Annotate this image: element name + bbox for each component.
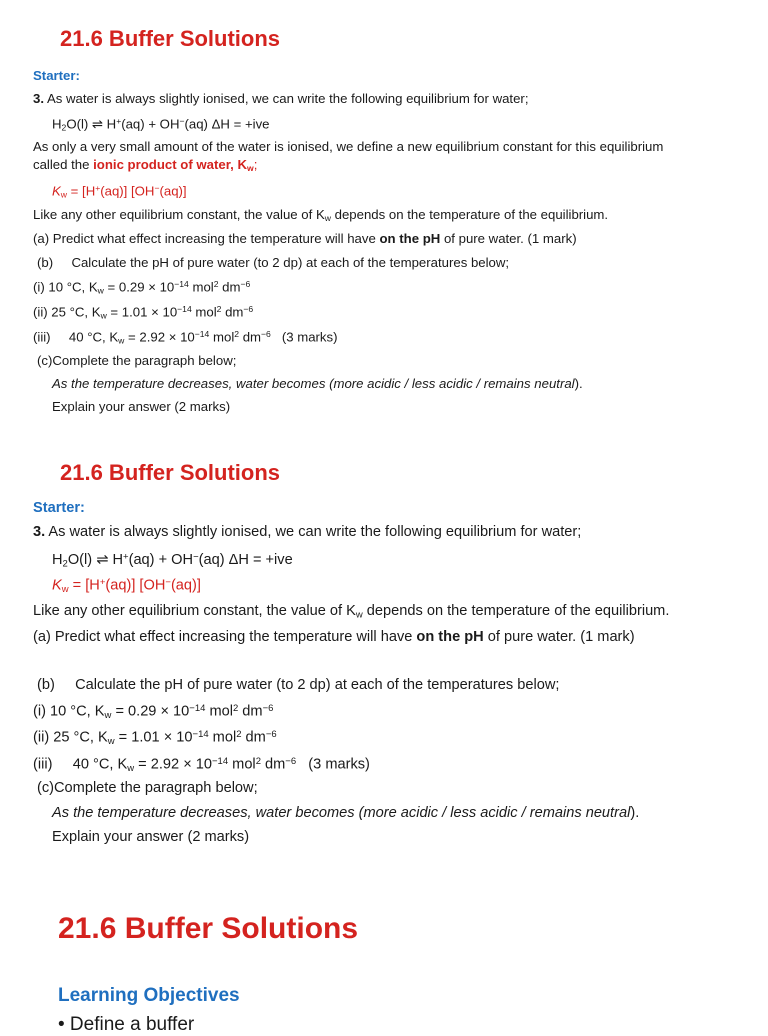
starter-label: Starter: <box>33 68 80 83</box>
paragraph-text: As the temperature decreases, water becomes (more acidic / less acidic / remains neutral). <box>52 805 640 821</box>
part-ii: (ii) 25 °C, $K_w = 1.01 \times 10^{-14}$ mol$^2$ $dm^{-6}$ <box>33 729 277 748</box>
part-i: (i) 10 °C, $K_w = 0.29 \times 10^{-14}$ mol$^2$ $dm^{-6}$ <box>33 279 251 296</box>
called-text: called the ionic product of water, $K_w$; <box>33 157 258 174</box>
section-title-large: 21.6 Buffer Solutions <box>58 912 359 945</box>
part-i: (i) 10 °C, $K_w = 0.29 \times 10^{-14}$ mol$^2$ $dm^{-6}$ <box>33 703 274 722</box>
explain-text: Explain your answer (2 marks) <box>52 399 231 414</box>
part-iii: (iii) 40 °C, $K_w = 2.92 \times 10^{-14}$ mol$^2$ $dm^{-6}$ (3 marks) <box>33 329 338 346</box>
like-text: Like any other equilibrium constant, the value of $K_w$ depends on the temperature of the equilibrium. <box>33 207 609 224</box>
question-b: (b) Calculate the pH of pure water (to 2 dp) at each of the temperatures below; <box>37 255 510 270</box>
question-b: (b) Calculate the pH of pure water (to 2 dp) at each of the temperatures below; <box>37 677 560 693</box>
objective-item: • Define a buffer <box>58 1014 195 1035</box>
starter-label: Starter: <box>33 500 85 516</box>
page-title: 21.6 Buffer Solutions <box>60 26 281 51</box>
water-equilibrium: $H_2O(l)$ ⇌ H+(aq) + OH−(aq) ΔH = +ive <box>52 116 270 133</box>
explain-text: Explain your answer (2 marks) <box>52 829 250 845</box>
water-equilibrium: $H_2O(l)$ ⇌ H+(aq) + OH−(aq) ΔH = +ive <box>52 551 293 570</box>
like-text: Like any other equilibrium constant, the value of $K_w$ depends on the temperature of the equilibrium. <box>33 603 670 621</box>
as-only-text: As only a very small amount of the water is ionised, we define a new equilibrium constant for this equilibrium <box>33 139 664 154</box>
learning-objectives-heading: Learning Objectives <box>58 985 240 1006</box>
page-title: 21.6 Buffer Solutions <box>60 460 281 485</box>
intro-text: 3. As water is always slightly ionised, we can write the following equilibrium for water; <box>33 524 582 540</box>
paragraph-text: As the temperature decreases, water becomes (more acidic / less acidic / remains neutral). <box>52 376 583 391</box>
kw-expression: $K_w = [H^+(aq)]$ [OH−(aq)] <box>52 183 187 200</box>
question-c: (c)Complete the paragraph below; <box>37 353 237 368</box>
intro-text: 3. As water is always slightly ionised, we can write the following equilibrium for water; <box>33 91 529 106</box>
kw-expression: $K_w = [H^+(aq)]$ [OH−(aq)] <box>52 577 201 596</box>
part-iii: (iii) 40 °C, $K_w = 2.92 \times 10^{-14}$ mol$^2$ $dm^{-6}$ (3 marks) <box>33 756 370 775</box>
question-a: (a) Predict what effect increasing the temperature will have on the pH of pure water. (1 mark) <box>33 629 635 645</box>
part-ii: (ii) 25 °C, $K_w = 1.01 \times 10^{-14}$ mol$^2$ $dm^{-6}$ <box>33 304 254 321</box>
question-c: (c)Complete the paragraph below; <box>37 780 258 796</box>
question-a: (a) Predict what effect increasing the temperature will have on the pH of pure water. (1 mark) <box>33 231 577 246</box>
